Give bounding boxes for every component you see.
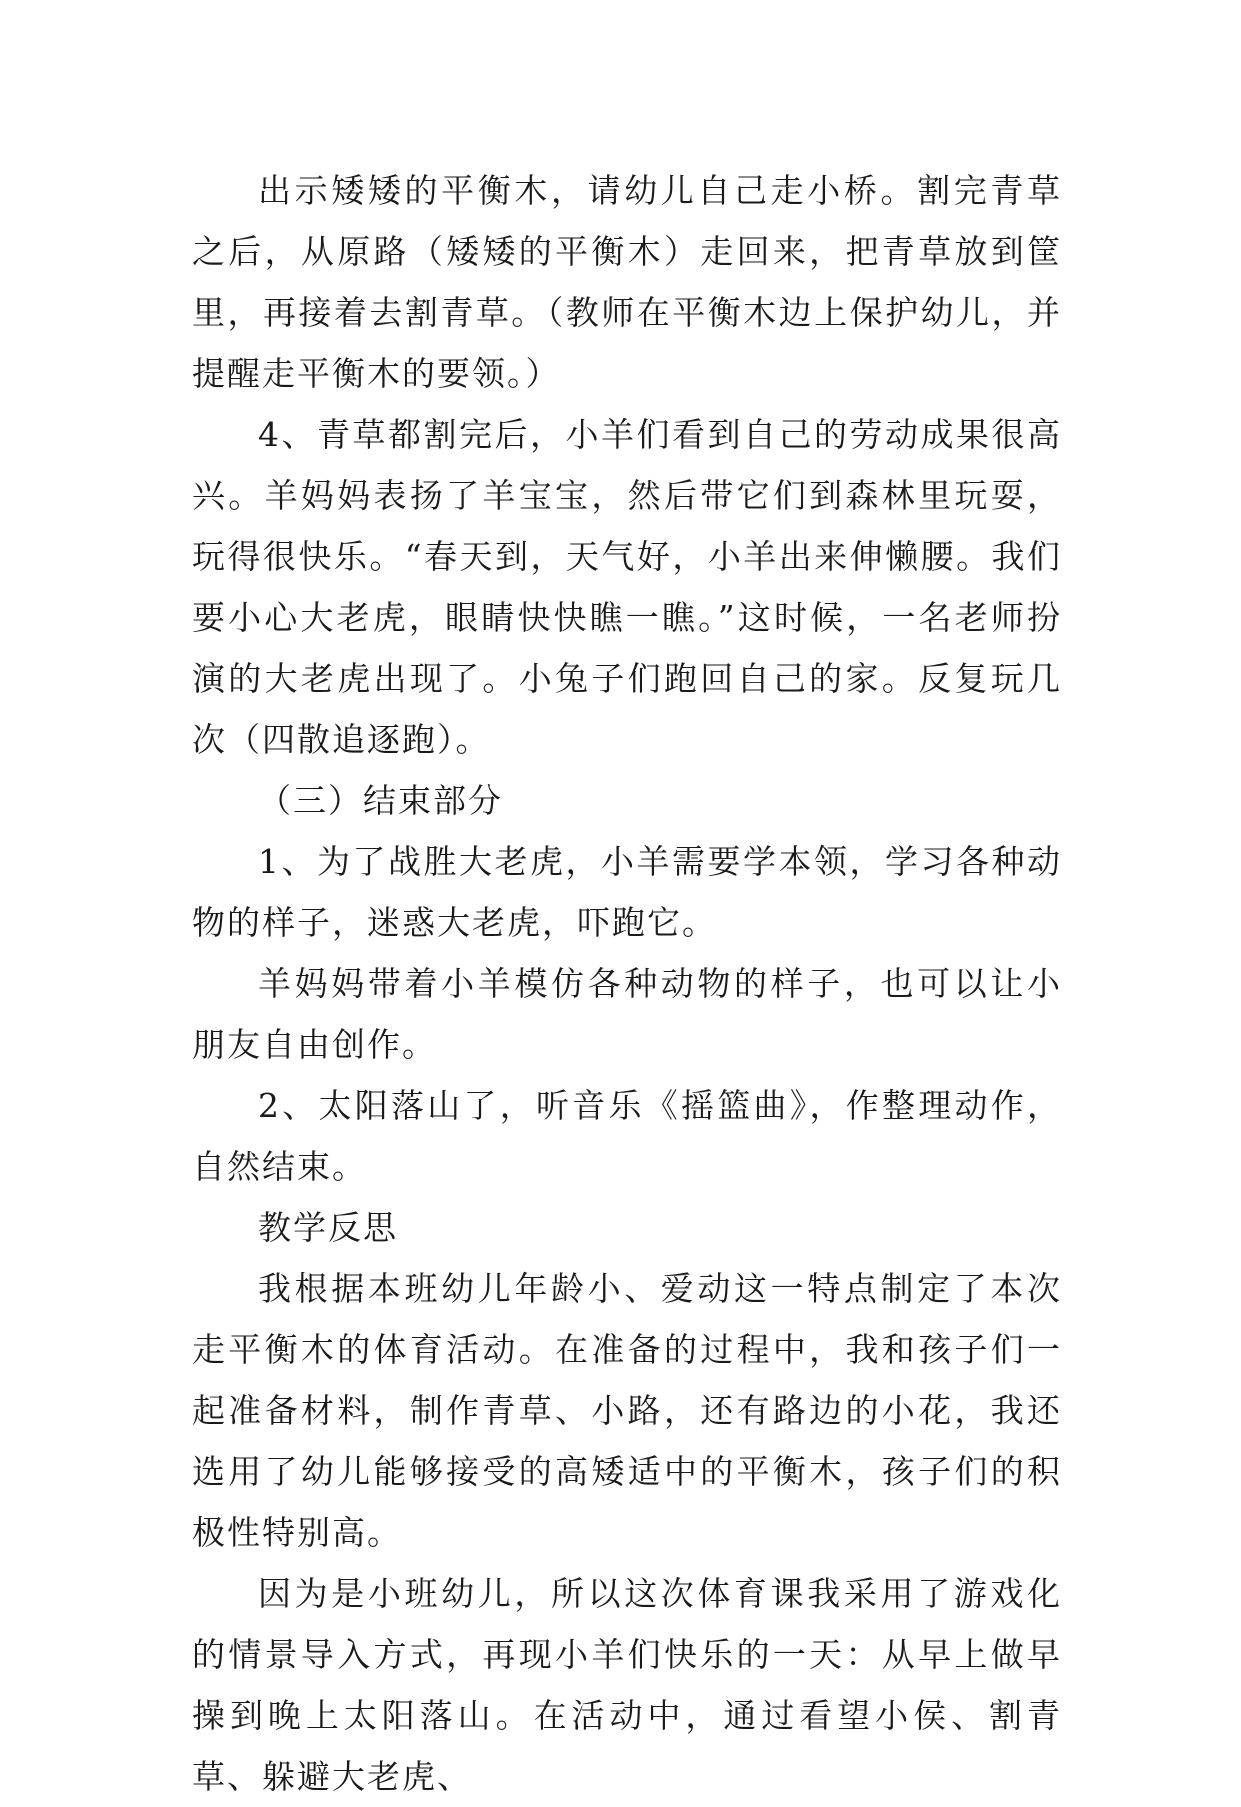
paragraph-ending-step-1: 1、为了战胜大老虎，小羊需要学本领，学习各种动物的样子，迷惑大老虎，吓跑它。 [192,842,1062,942]
paragraph-ending-step-2: 2、太阳落山了，听音乐《摇篮曲》，作整理动作，自然结束。 [192,1086,1062,1186]
paragraph-imitate-animals: 羊妈妈带着小羊模仿各种动物的样子，也可以让小朋友自由创作。 [192,964,1062,1064]
paragraph-reflection-1: 我根据本班幼儿年龄小、爱动这一特点制定了本次走平衡木的体育活动。在准备的过程中，我和孩子们一起准备材料，制作青草、小路，还有路边的小花，我还选用了幼儿能够接受的高矮适中的平衡木，孩子们的积极性特别高。 [192,1269,1062,1552]
paragraph-balance-beam-instructions: 出示矮矮的平衡木，请幼儿自己走小桥。割完青草之后，从原路（矮矮的平衡木）走回来，把青草放到筐里，再接着去割青草。（教师在平衡木边上保护幼儿，并提醒走平衡木的要领。） [192,171,1062,393]
paragraph-reflection-2: 因为是小班幼儿，所以这次体育课我采用了游戏化的情景导入方式，再现小羊们快乐的一天：从早上做早操到晚上太阳落山。在活动中，通过看望小侯、割青草、躲避大老虎、 [192,1574,1062,1796]
section-heading-ending: （三）结束部分 [258,781,503,820]
paragraph-step-4: 4、青草都割完后，小羊们看到自己的劳动成果很高兴。羊妈妈表扬了羊宝宝，然后带它们到森林里玩耍，玩得很快乐。“春天到，天气好，小羊出来伸懒腰。我们要小心大老虎，眼睛快快瞧一瞧。”这时候，一名老师扮演的大老虎出现了。小兔子们跑回自己的家。反复玩几次（四散追逐跑）。 [192,415,1062,759]
section-heading-reflection: 教学反思 [258,1208,398,1247]
document-body [192,160,1062,1807]
